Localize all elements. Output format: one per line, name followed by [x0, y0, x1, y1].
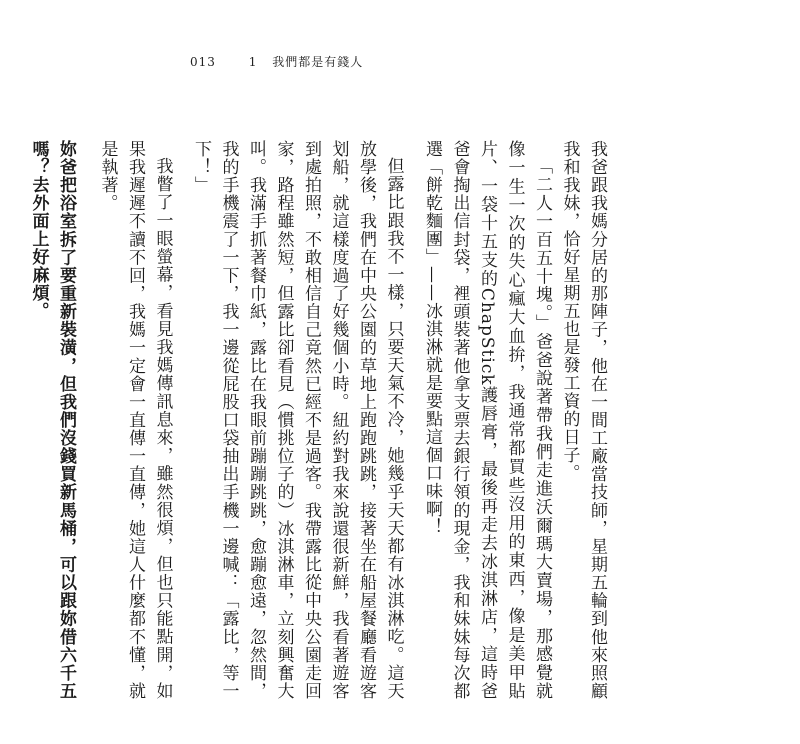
- chapter-number: 1: [248, 55, 258, 69]
- paragraph-1: 我爸跟我媽分居的那陣子，他在一間工廠當技師，星期五輪到他來照顧我和我妹，恰好星期五也是發工資的日子。: [559, 140, 607, 700]
- body-text: [28, 140, 610, 700]
- paragraph-2: 「二人一百五十塊。」爸爸說著帶我們走進沃爾瑪大賣場，那感覺就像一生一次的失心瘋大血拚，我通常都買些沒用的東西，像是美甲貼片、一袋十五支的ChapStick護唇膏，最後再走去冰淇淋店，這時爸爸會掏出信封袋，裡頭裝著他拿支票去銀行領的現金，我和妹妹每次都選「餅乾麵團」——冰淇淋就是要點這個口味啊！: [422, 140, 552, 700]
- page-number: 013: [190, 55, 216, 69]
- paragraph-3: 但露比跟我不一樣，只要天氣不冷，她幾乎天天都有冰淇淋吃。這天放學後，我們在中央公園的草地上跑跑跳跳，接著坐在船屋餐廳看遊客划船，就這樣度過了好幾個小時。紐約對我來說還很新鮮，我看著遊客到處拍照，不敢相信自己竟然已經不是過客。我帶露比從中央公園走回家，路程雖然短，但露比卻看見（慣挑位子的）冰淇淋車，立刻興奮大叫。我滿手抓著餐巾紙，露比在我眼前蹦蹦跳跳，愈蹦愈遠，忽然間，我的手機震了一下，我一邊從屁股口袋抽出手機一邊喊：「露比，等一下！」: [191, 140, 404, 700]
- running-header: [190, 53, 363, 70]
- paragraph-4: 我瞥了一眼螢幕，看見我媽傳訊息來，雖然很煩，但也只能點開，如果我遲遲不讀不回，我媽一定會一直傳一直傳，她這人什麼都不懂，就是執著。: [97, 140, 173, 700]
- chapter-title: 我們都是有錢人: [272, 55, 364, 69]
- text-message-quote: 妳爸把浴室拆了要重新裝潢，但我們沒錢買新馬桶，可以跟妳借六千五嗎？去外面上好麻煩。: [28, 140, 76, 700]
